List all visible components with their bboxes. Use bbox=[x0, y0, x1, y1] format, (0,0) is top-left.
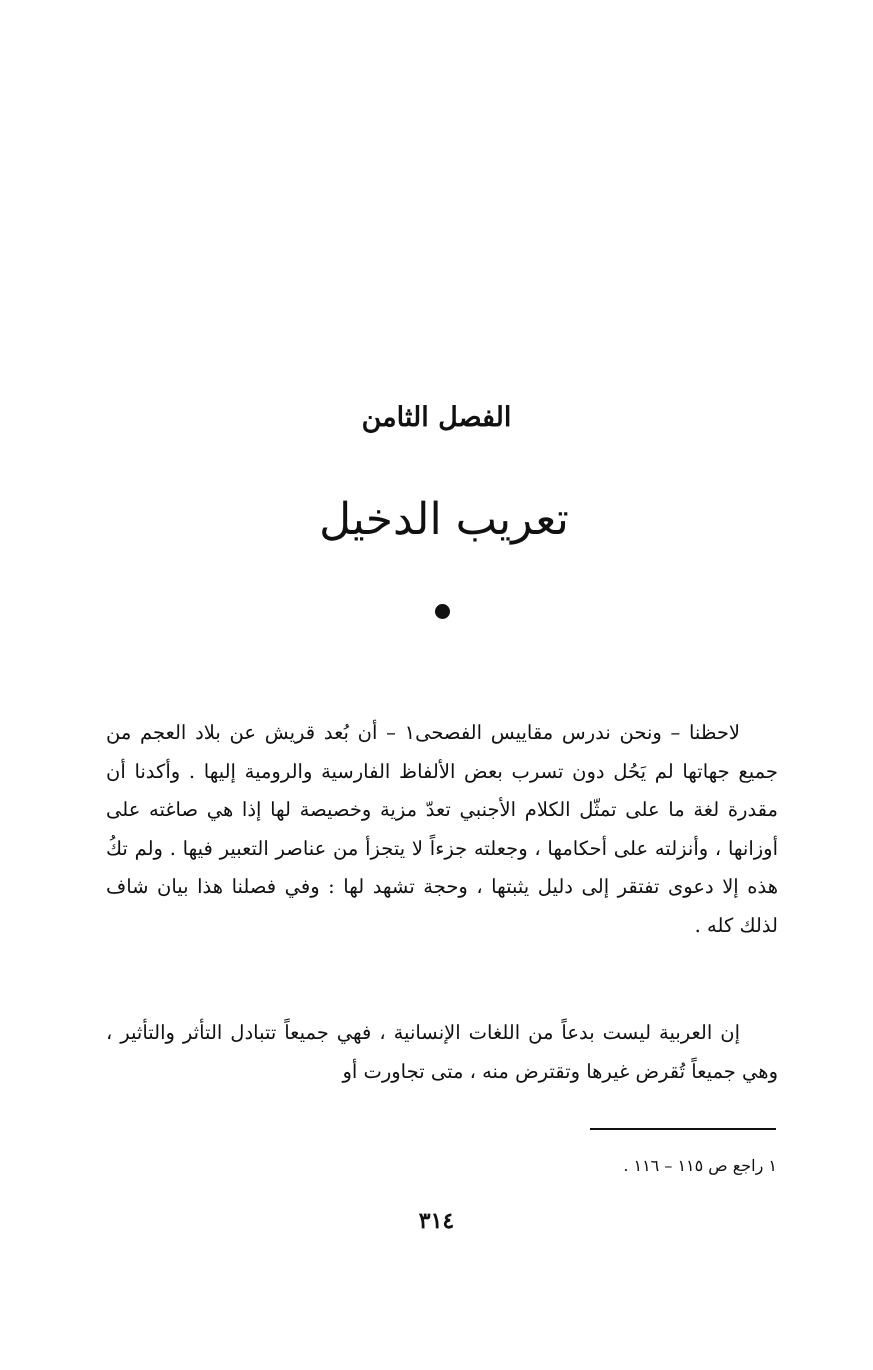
chapter-label: الفصل الثامن bbox=[361, 402, 512, 433]
footnote: ١ راجع ص ١١٥ – ١١٦ . bbox=[623, 1156, 777, 1175]
footnote-divider bbox=[590, 1128, 776, 1130]
body-paragraph-2 bbox=[106, 1014, 778, 1091]
body-paragraph-1 bbox=[106, 714, 778, 945]
bullet-ornament-icon bbox=[435, 604, 450, 619]
page-number: ٣١٤ bbox=[418, 1208, 455, 1234]
paragraph-text: إن العربية ليست بدعاً من اللغات الإنسانية ، فهي جميعاً تتبادل التأثر والتأثير ، وهي جميعاً تُقرض غيرها وتقترض منه ، متى تجاورت أو bbox=[106, 1021, 778, 1083]
chapter-title: تعريب الدخيل bbox=[319, 494, 569, 545]
paragraph-text: لاحظنا – ونحن ندرس مقاييس الفصحى١ – أن بُعد قريش عن بلاد العجم من جميع جهاتها لم يَحُل دون تسرب بعض الألفاظ الفارسية والرومية إليها . وأكدنا أن مقدرة لغة ما على تمثّل الكلام الأجنبي تعدّ مزية وخصيصة لها إذا هي صاغته على أوزانها ، وأنزلته على أحكامها ، وجعلته جزءاً لا يتجزأ من عناصر التعبير فيها . ولم تكُ هذه إلا دعوى تفتقر إلى دليل يثبتها ، وحجة تشهد لها : وفي فصلنا هذا بيان شاف لذلك كله . bbox=[106, 721, 778, 937]
